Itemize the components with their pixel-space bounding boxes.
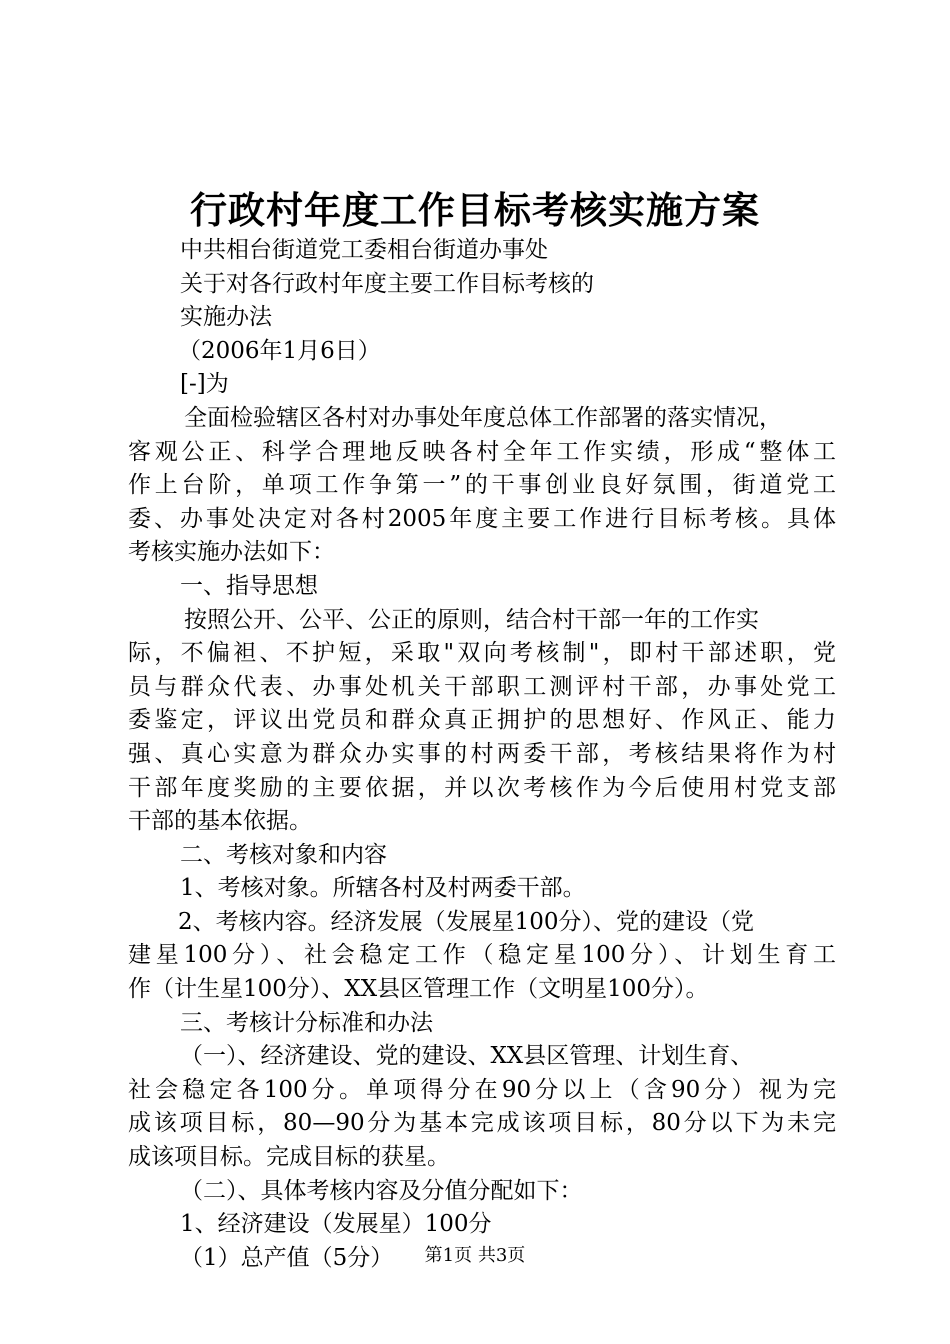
subject-line-cont: 实施办法 bbox=[180, 304, 272, 331]
issuer-line: 中共相台街道党工委相台街道办事处 bbox=[180, 237, 548, 263]
document-title: 行政村年度工作目标考核实施方案 bbox=[190, 188, 760, 232]
paragraph-line: 际，不偏袒、不护短，采取"双向考核制"，即村干部述职，党 bbox=[128, 640, 836, 667]
paragraph-line: 成该项目标。完成目标的获星。 bbox=[128, 1144, 450, 1171]
paragraph-line: 全面检验辖区各村对办事处年度总体工作部署的落实情况， bbox=[184, 404, 782, 431]
document-body bbox=[128, 234, 836, 1275]
paragraph-line: 社会稳定各100分。单项得分在90分以上（含90分）视为完 bbox=[128, 1076, 836, 1103]
paragraph-line: 干部的基本依据。 bbox=[128, 808, 312, 835]
subject-line: 关于对各行政村年度主要工作目标考核的 bbox=[180, 270, 594, 297]
subsection-heading: （二）、具体考核内容及分值分配如下： bbox=[180, 1177, 583, 1204]
section-heading: 二、考核对象和内容 bbox=[180, 841, 387, 868]
section-heading: 三、考核计分标准和办法 bbox=[180, 1009, 433, 1036]
paragraph-line: 2、考核内容。经济发展（发展星100分）、党的建设（党 bbox=[178, 908, 755, 935]
paragraph-line: 按照公开、公平、公正的原则，结合村干部一年的工作实 bbox=[184, 606, 759, 633]
paragraph-line: 员与群众代表、办事处机关干部职工测评村干部，办事处党工 bbox=[128, 673, 836, 700]
paragraph-line: 考核实施办法如下： bbox=[128, 539, 335, 566]
paragraph-line: 作上台阶，单项工作争第一”的干事创业良好氛围，街道党工 bbox=[128, 472, 836, 499]
paragraph-line: 委、办事处决定对各村2005年度主要工作进行目标考核。具体 bbox=[128, 505, 836, 532]
preface-line: [-]为 bbox=[180, 371, 229, 398]
date-line: （2006年1月6日） bbox=[178, 337, 381, 364]
paragraph-line: 干部年度奖励的主要依据，并以次考核作为今后使用村党支部 bbox=[128, 774, 836, 801]
paragraph-line: 作（计生星100分）、XX县区管理工作（文明星100分）。 bbox=[128, 976, 709, 1003]
list-item: 1、经济建设（发展星）100分 bbox=[180, 1211, 492, 1238]
section-heading: 一、指导思想 bbox=[180, 572, 318, 599]
paragraph-line: 客观公正、科学合理地反映各村全年工作实绩，形成“整体工 bbox=[128, 438, 836, 465]
paragraph-line: 委鉴定，评议出党员和群众真正拥护的思想好、作风正、能力 bbox=[128, 707, 836, 734]
paragraph-line: （一）、经济建设、党的建设、XX县区管理、计划生育、 bbox=[180, 1043, 754, 1070]
paragraph-line: 强、真心实意为群众办实事的村两委干部，考核结果将作为村 bbox=[128, 740, 836, 767]
page-footer: 第1页 共3页 bbox=[424, 1245, 526, 1266]
paragraph-line: 成该项目标，80—90分为基本完成该项目标，80分以下为未完 bbox=[128, 1110, 836, 1137]
list-item: （1）总产值（5分） bbox=[180, 1244, 394, 1271]
list-item: 1、考核对象。所辖各村及村两委干部。 bbox=[180, 875, 586, 902]
paragraph-line: 建星100分）、社会稳定工作（稳定星100分）、计划生育工 bbox=[128, 942, 836, 969]
